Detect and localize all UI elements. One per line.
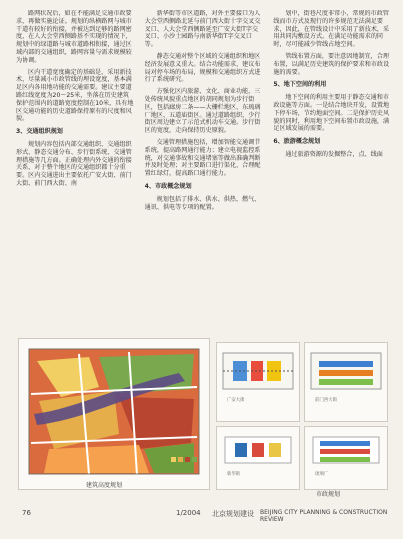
municipal-section-bottom-right: [304, 426, 388, 490]
journal-title-en: BEIJING CITY PLANNING & CONSTRUCTION REVIEW: [260, 509, 388, 523]
paragraph: 通过旅游资源的发掘整合，点、线面: [285, 150, 383, 158]
paragraph: 路网状况后，如在不能满足交通市政要求，再做实施论证。规划的纵横路网与城市干道有较好的衔接，并被达到足够的路网密度，在人大会堂西侧路基不实现的情况下，规划中的绿道路与城市道路相衔接，通过区域内部的交通组织，路网容量与需求规模较为协调。: [16, 10, 132, 64]
municipal-label: 前门西大街: [315, 398, 337, 403]
issue-number: 1/2004: [176, 509, 201, 517]
figure-caption-right: 市政规划: [316, 491, 341, 498]
article-body: [16, 10, 392, 340]
municipal-label: 广安大街: [227, 398, 245, 403]
municipal-section-top-left: [216, 342, 300, 422]
building-height-map: [18, 338, 210, 490]
text-column-1: [16, 10, 135, 340]
section-heading: 3、交通组织规划: [16, 128, 63, 136]
figure-caption-left: 建筑高度规划: [86, 482, 123, 489]
paragraph: 规划包括了排水、供水、供热、燃气、通讯、供电等专项的配置。: [144, 195, 261, 211]
figure-area: [18, 338, 390, 496]
paragraph: 新华街等市区道路，对外主要接口为人大会堂西侧路北延与前门西大街十字交叉交叉口、人大会堂西侧路延至广安大街T字交叉口、小沙土园路与南新华街T字交叉口等。: [144, 10, 261, 49]
paragraph: 规划内容包括内部交通组织、交通组织形式、静态交通分布、步行街系统、交通管理措施等几方面。正确处理内外交通的衔接关系，对于整个地区的交通组织都十分重要。区内交通进出主要依托广安大街、前门大街、前门西大街、南: [16, 140, 132, 187]
paragraph: 区内干道宽度确定的基础是，采用新技术，尽量减小市政管线的埋设宽度，基本满足区内各用地功能的交通需要。建议主要道路红线宽度为20～25米，坐落在历史建筑保护范围内的道路宽度控制在10米，具有地区交通功能的历史道路保持原有的尺度和风貌。: [16, 68, 134, 123]
paragraph: 方强化区内旅游、文化、商业功能，三处传统风貌重点地区的胡同规划为步行街区，包括廊房二条——大栅栏地区、东琉璃厂地区、五道庙街区。通过道路组织，少行街区周边建立了示范式机动车交通。步行街区的宽度，走向保持历史原貌。: [144, 88, 261, 135]
municipal-section-svg-3: [217, 427, 299, 489]
municipal-section-bottom-left: [216, 426, 300, 490]
municipal-section-top-right: [304, 342, 388, 422]
section-heading: 4、市政概念规划: [144, 182, 192, 190]
paragraph: 划中，街巷尺度非常小，常规的市政管线而市方式及现行的许多规范无法满足要求，因此，在管线设计中采用了新技术，采用共同沟敷设方式。在满足功能需求的同时，尽可能减少管线占地空间。: [273, 10, 390, 49]
building-height-map-svg: [19, 339, 209, 489]
journal-title-cn: 北京规划建设: [212, 510, 254, 518]
municipal-section-svg-2: [305, 343, 387, 421]
municipal-label: 新华街: [227, 472, 241, 477]
municipal-section-svg-4: [305, 427, 387, 489]
paragraph: 管线布置方面，要注意因地制宜，合理布置，以满足历史建筑的保护要求和市政设施的需要。: [273, 52, 390, 76]
section-heading: 6、旅游概念规划: [273, 138, 321, 146]
text-column-3: [273, 10, 392, 340]
page-number: 76: [22, 509, 31, 517]
municipal-label: 琉璃厂: [315, 472, 329, 477]
paragraph: 地下空间的利用主要用于静态交通和市政设施等方面。一是结合地块开发，设置地下停车场，节约地面空间。二是保护历史风貌的同时，利用地下空间布置市政设施，满足区域发展的需要。: [273, 94, 390, 133]
paragraph: 交通管理措施包括，增加智能交通调节系统，提高路网通行能力；建立电视监控系统，对交通事故和交通堵塞等做出准确判断并及时处理；对主要路口进行渠化，合理配置红绿灯，提高路口通行能力。: [144, 138, 261, 178]
section-heading: 5、地下空间的利用: [273, 81, 327, 89]
text-column-2: [145, 10, 264, 340]
municipal-section-svg-1: [217, 343, 299, 421]
page-footer: [0, 505, 403, 525]
paragraph: 静态交通对整个区域的交通组织和地区经济发展意义重大。结合功能需求，建议布局对停车场的布局，规模和交通组织方式进行了系统研究。: [144, 52, 261, 84]
